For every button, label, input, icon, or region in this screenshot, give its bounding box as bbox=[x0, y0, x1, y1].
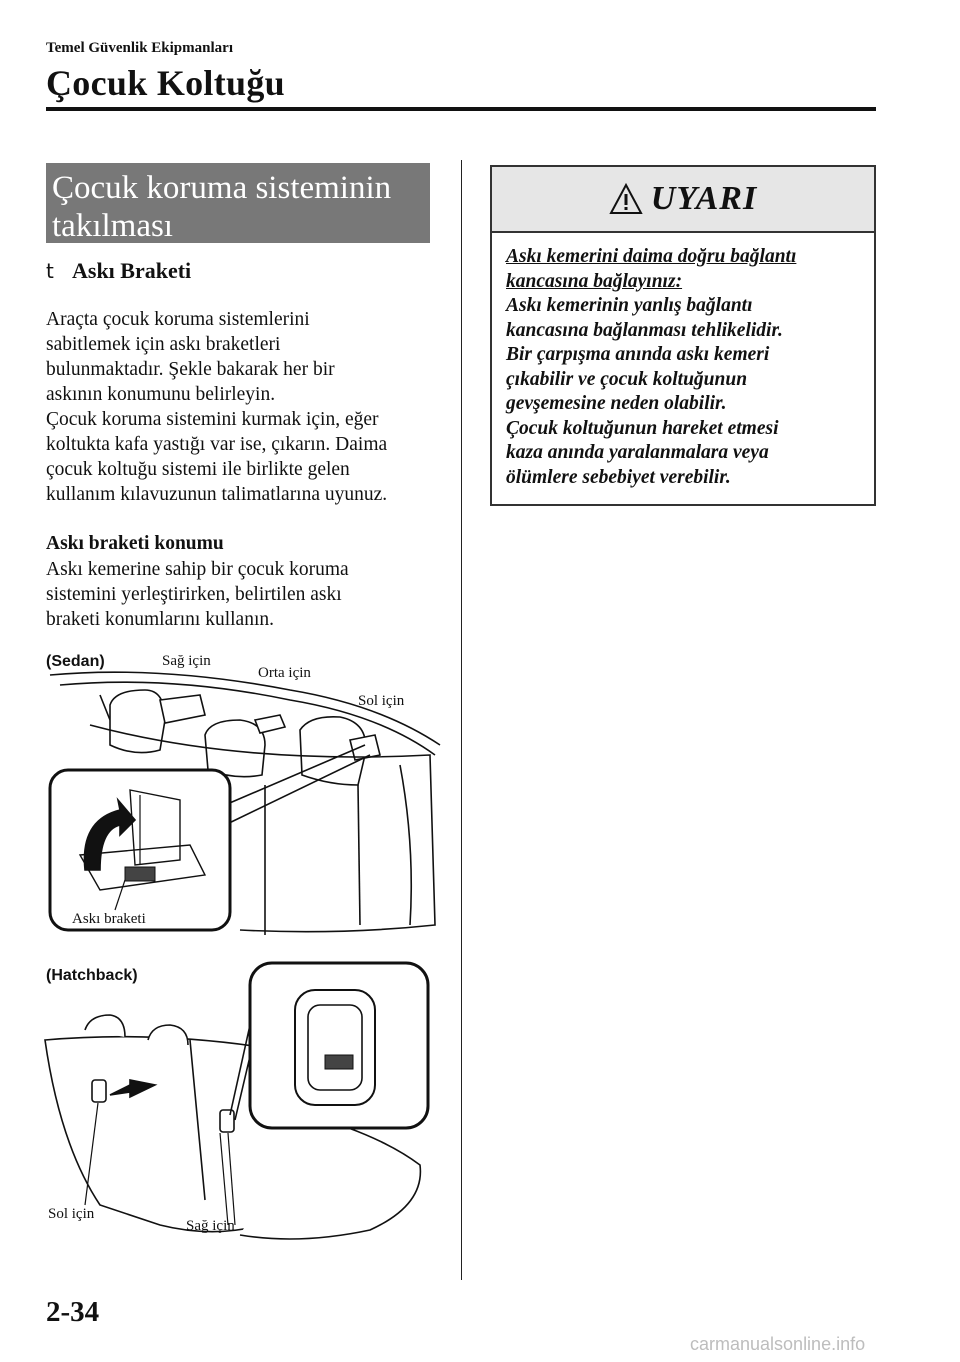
text-line: koltukta kafa yastığı var ise, çıkarın. Daima bbox=[46, 434, 388, 455]
section-header: Temel Güvenlik Ekipmanları bbox=[46, 40, 233, 56]
bracket-position-paragraph bbox=[46, 557, 456, 632]
text-line: Çocuk koruma sistemini kurmak için, eğer bbox=[46, 409, 379, 430]
subsection-heading bbox=[46, 258, 191, 284]
text-line: bulunmaktadır. Şekle bakarak her bir bbox=[46, 359, 335, 380]
text-line: askının konumunu belirleyin. bbox=[46, 384, 276, 405]
warning-line: gevşemesine neden olabilir. bbox=[506, 393, 727, 414]
bullet-icon: t bbox=[46, 259, 54, 283]
page-title: Çocuk Koltuğu bbox=[46, 63, 285, 103]
label-sol-icin: Sol için bbox=[358, 693, 405, 709]
warning-line: Çocuk koltuğunun hareket etmesi bbox=[506, 417, 779, 439]
label-hb-sol-icin: Sol için bbox=[48, 1206, 95, 1222]
seat-illustration bbox=[40, 645, 450, 1245]
text-line: çocuk koltuğu sistemi ile birlikte gelen bbox=[46, 459, 350, 480]
header-divider bbox=[46, 107, 876, 111]
label-hatchback: (Hatchback) bbox=[46, 967, 138, 984]
warning-title: UYARI bbox=[650, 180, 758, 217]
label-orta-icin: Orta için bbox=[258, 665, 311, 681]
page-number: 2-34 bbox=[46, 1296, 100, 1328]
warning-box bbox=[490, 165, 876, 506]
warning-triangle-icon bbox=[609, 183, 643, 215]
label-hb-sag-icin: Sağ için bbox=[186, 1218, 235, 1234]
warning-line: ölümlere sebebiyet verebilir. bbox=[506, 466, 731, 488]
intro-paragraph bbox=[46, 307, 456, 507]
warning-emphasis-line: kancasına bağlayınız: bbox=[506, 270, 683, 292]
tether-bracket-figure bbox=[40, 645, 450, 1245]
text-line: braketi konumlarını kullanın. bbox=[46, 609, 274, 630]
warning-line: kaza anında yaralanmalara veya bbox=[506, 442, 769, 463]
section-title-line-1: Çocuk koruma sisteminin bbox=[52, 170, 392, 206]
warning-text bbox=[492, 233, 874, 490]
warning-header bbox=[492, 167, 874, 233]
text-line: sabitlemek için askı braketleri bbox=[46, 334, 281, 355]
warning-line: Askı kemerinin yanlış bağlantı bbox=[506, 295, 753, 316]
warning-emphasis-line: Askı kemerini daima doğru bağlantı bbox=[506, 246, 797, 267]
warning-line: kancasına bağlanması tehlikelidir. bbox=[506, 319, 783, 341]
column-divider bbox=[461, 160, 462, 1280]
warning-line: çıkabilir ve çocuk koltuğunun bbox=[506, 368, 748, 390]
section-title-box bbox=[46, 163, 430, 243]
label-sag-icin: Sağ için bbox=[162, 653, 211, 669]
watermark: carmanualsonline.info bbox=[690, 1334, 866, 1354]
section-title-line-2: takılması bbox=[52, 208, 173, 244]
text-line: Araçta çocuk koruma sistemlerini bbox=[46, 309, 310, 330]
label-aski-braketi: Askı braketi bbox=[72, 911, 146, 927]
bracket-position-heading: Askı braketi konumu bbox=[46, 533, 224, 554]
text-line: Askı kemerine sahip bir çocuk koruma bbox=[46, 559, 349, 580]
label-sedan: (Sedan) bbox=[46, 653, 105, 670]
text-line: sistemini yerleştirirken, belirtilen askı bbox=[46, 584, 342, 605]
subsection-title: Askı Braketi bbox=[72, 258, 192, 283]
warning-line: Bir çarpışma anında askı kemeri bbox=[506, 344, 770, 365]
text-line: kullanım kılavuzunun talimatlarına uyunuz. bbox=[46, 484, 388, 505]
